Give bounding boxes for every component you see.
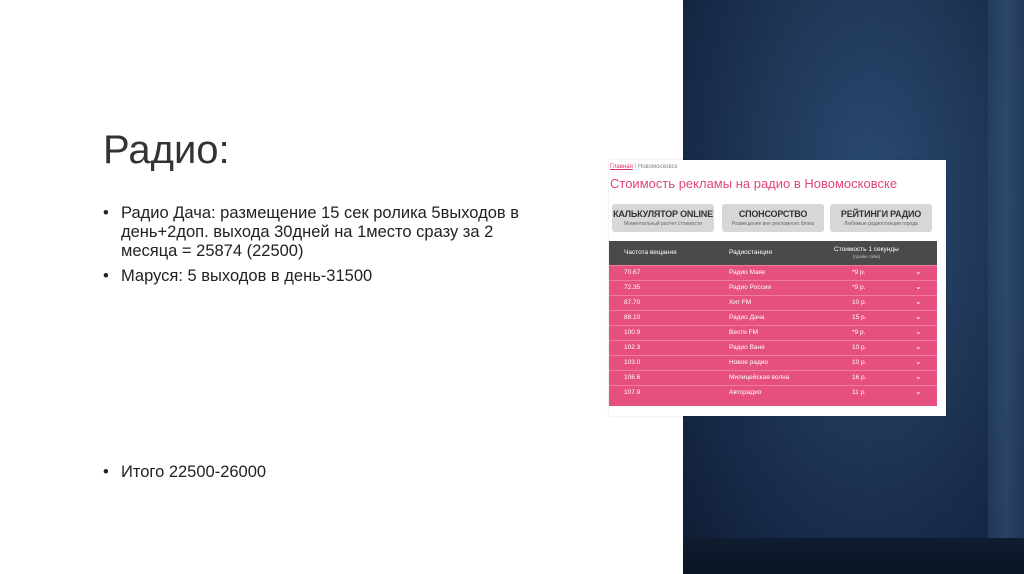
button-sublabel: Любимые радиостанции города (844, 221, 918, 227)
chevron-down-icon[interactable]: ⌄ (915, 312, 922, 321)
header-price-note: (прайм-тайм) (852, 254, 881, 259)
button-sublabel: Моментальный расчет стоимости (623, 221, 703, 227)
cell-price: 15 р. (852, 314, 867, 321)
cell-station: Хит FM (729, 299, 752, 306)
header-price (834, 246, 899, 259)
chevron-down-icon[interactable]: ⌄ (915, 267, 922, 276)
cell-frequency: 106.6 (624, 374, 641, 381)
chevron-down-icon[interactable]: ⌄ (915, 357, 922, 366)
cell-station: Вести FM (729, 329, 758, 336)
bullet-marker: • (103, 267, 109, 285)
cell-station: Милицейская волна (729, 374, 790, 381)
chevron-down-icon[interactable]: ⌄ (915, 372, 922, 381)
chevron-down-icon[interactable]: ⌄ (915, 297, 922, 306)
bullet-item (103, 204, 533, 261)
cell-frequency: 72.35 (624, 284, 641, 291)
cell-frequency: 70.67 (624, 269, 641, 276)
panel-bottom-band (683, 538, 1024, 574)
chevron-down-icon[interactable]: ⌄ (915, 282, 922, 291)
table-row[interactable] (609, 325, 937, 340)
bullet-item (103, 463, 533, 482)
table-row[interactable] (609, 385, 937, 400)
cell-station: Радио России (729, 284, 772, 291)
table-row[interactable] (609, 340, 937, 355)
cell-price: 16 р. (852, 374, 867, 381)
cell-price: *9 р. (852, 284, 866, 291)
cell-frequency: 100.9 (624, 329, 641, 336)
button-label: РЕЙТИНГИ РАДИО (840, 209, 922, 219)
panel-stripe (988, 0, 1024, 574)
cell-frequency: 103.0 (624, 359, 641, 366)
cell-frequency: 102.3 (624, 344, 641, 351)
cell-price: 10 р. (852, 359, 867, 366)
chevron-down-icon[interactable]: ⌄ (915, 327, 922, 336)
price-table (609, 241, 937, 406)
cell-station: Новое радио (729, 359, 768, 366)
cell-station: Радио Дача (729, 314, 765, 321)
bullet-text: Итого 22500-26000 (121, 463, 267, 481)
cell-price: *9 р. (852, 269, 866, 276)
cell-price: 10 р. (852, 299, 867, 306)
header-station: Радиостанция (729, 249, 773, 256)
button-label: КАЛЬКУЛЯТОР ONLINE (613, 209, 713, 219)
table-header (609, 241, 937, 265)
cell-station: Радио Маяк (729, 269, 766, 276)
cell-frequency: 88.10 (624, 314, 641, 321)
table-row[interactable] (609, 370, 937, 385)
breadcrumb-home-link[interactable]: Главная (610, 164, 633, 170)
bullet-marker: • (103, 463, 109, 481)
table-row[interactable] (609, 355, 937, 370)
table-footer-band (609, 400, 937, 406)
chevron-down-icon[interactable]: ⌄ (915, 387, 922, 396)
cell-frequency: 107.9 (624, 389, 641, 396)
calculator-button[interactable] (612, 204, 714, 232)
header-frequency: Частота вещания (624, 249, 677, 256)
slide-title: Радио: (103, 128, 230, 172)
cell-price: 10 р. (852, 344, 867, 351)
table-row[interactable] (609, 265, 937, 280)
cell-price: 11 р. (852, 389, 866, 396)
table-row[interactable] (609, 295, 937, 310)
table-row[interactable] (609, 310, 937, 325)
sponsorship-button[interactable] (722, 204, 824, 232)
cell-price: *9 р. (852, 329, 866, 336)
cell-frequency: 87.70 (624, 299, 641, 306)
breadcrumb-current: Новомосковск (637, 164, 678, 170)
table-row[interactable] (609, 280, 937, 295)
website-screenshot (609, 160, 946, 416)
cell-station: Авторадио (729, 389, 762, 396)
website-title: Стоимость рекламы на радио в Новомосковске (610, 176, 898, 191)
breadcrumb (610, 164, 677, 170)
breadcrumb-separator: \ (634, 164, 637, 170)
bullet-marker: • (103, 204, 109, 222)
bullet-text: Радио Дача: размещение 15 сек ролика 5выходов в день+2доп. выхода 30дней на 1место сразу за 2 месяца = 25874 (22500) (121, 204, 520, 260)
bullet-item (103, 267, 533, 286)
button-label: СПОНСОРСТВО (738, 209, 808, 219)
button-sublabel: Размещение вне рекламного блока (731, 221, 815, 227)
ratings-button[interactable] (830, 204, 932, 232)
header-price-label: Стоимость 1 секунды (834, 246, 899, 253)
bullet-text: Маруся: 5 выходов в день-31500 (121, 267, 373, 285)
chevron-down-icon[interactable]: ⌄ (915, 342, 922, 351)
cell-station: Радио Ваня (729, 344, 765, 351)
